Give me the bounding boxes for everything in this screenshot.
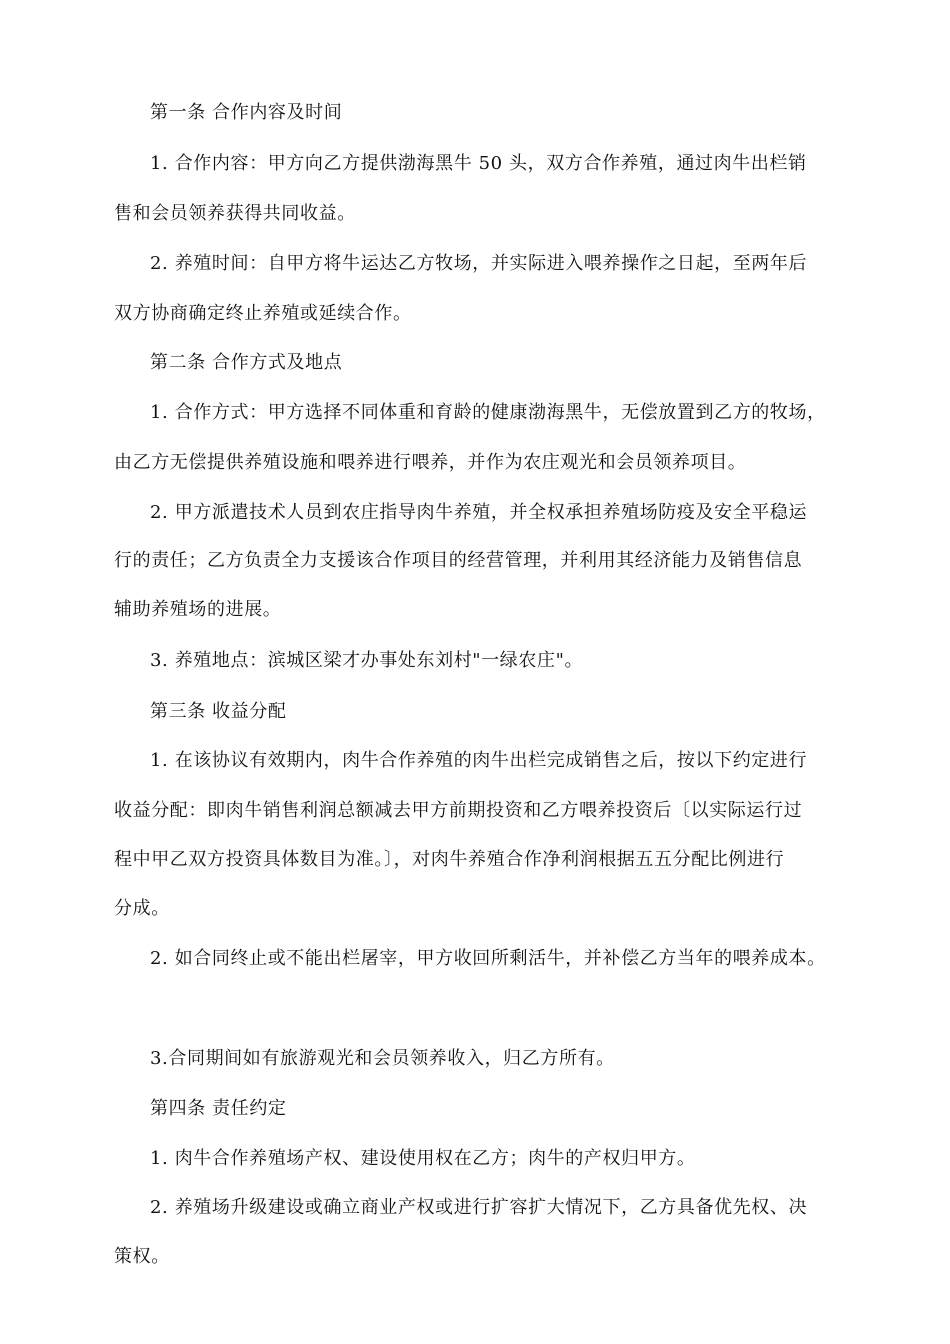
paragraph-line: 分成。 bbox=[114, 898, 170, 919]
paragraph-line: 2. 如合同终止或不能出栏屠宰，甲方收回所剩活牛，并补偿乙方当年的喂养成本。 bbox=[150, 948, 826, 969]
paragraph-line: 收益分配：即肉牛销售利润总额减去甲方前期投资和乙方喂养投资后〔以实际运行过 bbox=[114, 800, 803, 821]
paragraph-line: 策权。 bbox=[114, 1246, 170, 1267]
paragraph-line: 程中甲乙双方投资具体数目为准。〕，对肉牛养殖合作净利润根据五五分配比例进行 bbox=[114, 849, 785, 870]
article-2-heading: 第二条 合作方式及地点 bbox=[150, 352, 343, 373]
article-3-heading: 第三条 收益分配 bbox=[150, 701, 287, 722]
paragraph-line: 1. 合作方式：甲方选择不同体重和育龄的健康渤海黑牛，无偿放置到乙方的牧场， bbox=[150, 402, 826, 423]
paragraph-line: 2. 养殖场升级建设或确立商业产权或进行扩容扩大情况下，乙方具备优先权、决 bbox=[150, 1197, 808, 1218]
paragraph-line: 3. 养殖地点：滨城区梁才办事处东刘村"一绿农庄"。 bbox=[150, 650, 584, 671]
article-4-heading: 第四条 责任约定 bbox=[150, 1098, 287, 1119]
paragraph-line: 1. 肉牛合作养殖场产权、建设使用权在乙方；肉牛的产权归甲方。 bbox=[150, 1148, 696, 1169]
paragraph-line: 双方协商确定终止养殖或延续合作。 bbox=[114, 303, 412, 324]
article-1-heading: 第一条 合作内容及时间 bbox=[150, 102, 343, 123]
paragraph-line: 1. 在该协议有效期内，肉牛合作养殖的肉牛出栏完成销售之后，按以下约定进行 bbox=[150, 750, 808, 771]
paragraph-line: 辅助养殖场的进展。 bbox=[114, 599, 282, 620]
paragraph-line: 由乙方无偿提供养殖设施和喂养进行喂养，并作为农庄观光和会员领养项目。 bbox=[114, 452, 747, 473]
paragraph-line: 1. 合作内容：甲方向乙方提供渤海黑牛 50 头，双方合作养殖，通过肉牛出栏销 bbox=[150, 153, 807, 174]
paragraph-line: 2. 养殖时间：自甲方将牛运达乙方牧场，并实际进入喂养操作之日起，至两年后 bbox=[150, 253, 808, 274]
paragraph-line: 行的责任；乙方负责全力支援该合作项目的经营管理，并利用其经济能力及销售信息 bbox=[114, 550, 803, 571]
paragraph-line: 3.合同期间如有旅游观光和会员领养收入，归乙方所有。 bbox=[150, 1048, 615, 1069]
paragraph-line: 售和会员领养获得共同收益。 bbox=[114, 203, 356, 224]
paragraph-line: 2. 甲方派遣技术人员到农庄指导肉牛养殖，并全权承担养殖场防疫及安全平稳运 bbox=[150, 502, 808, 523]
